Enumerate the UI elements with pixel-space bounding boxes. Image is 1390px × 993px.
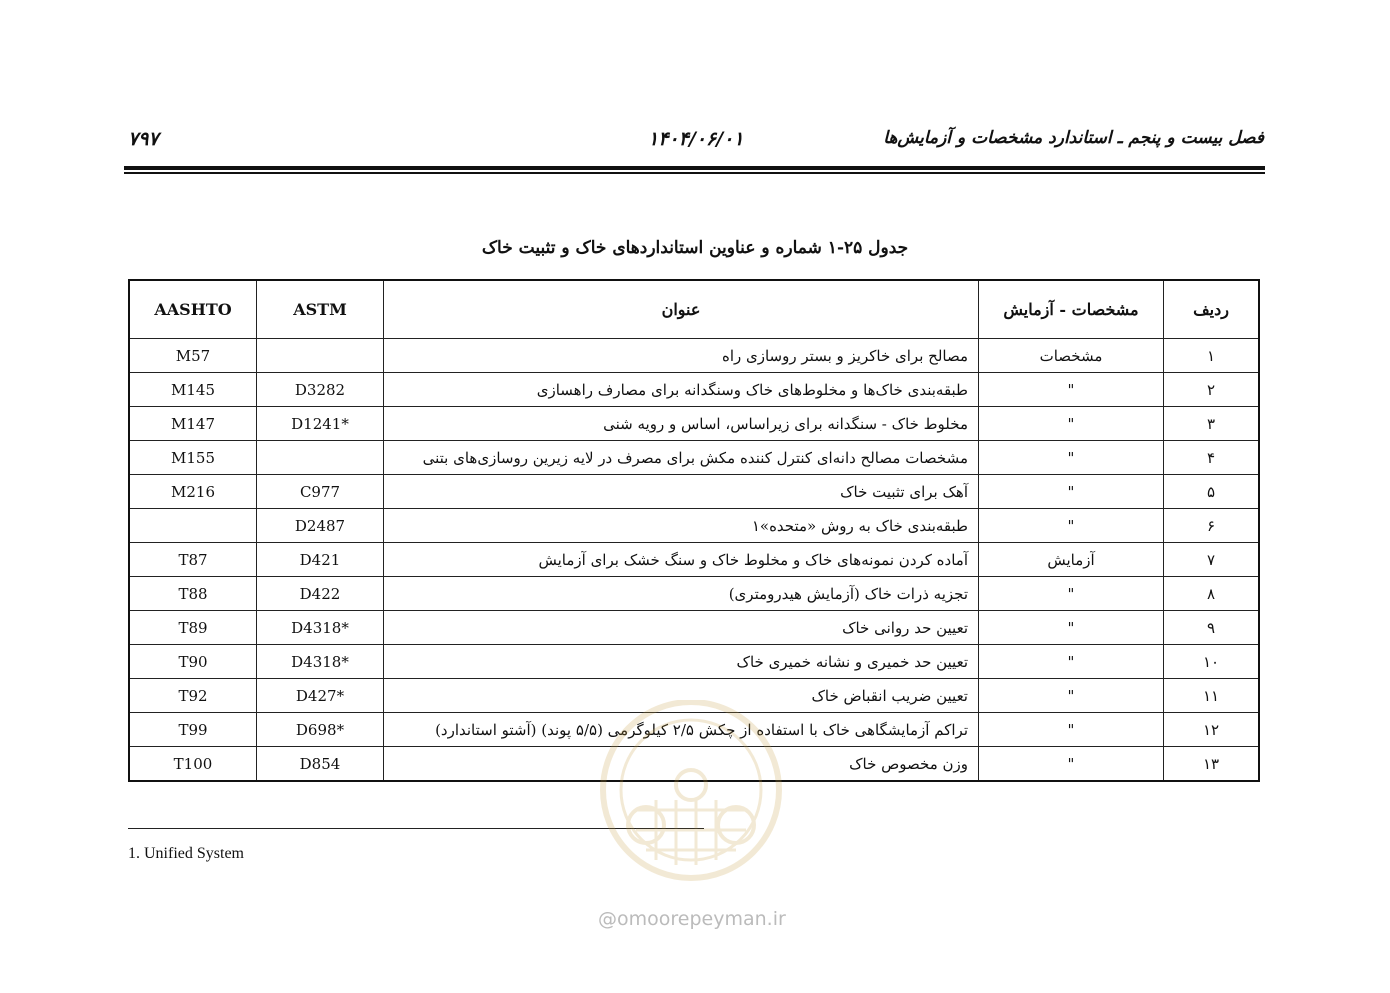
footnote-rule	[128, 828, 704, 829]
cell-title: تراکم آزمایشگاهی خاک با استفاده از چکش ۲/۵ کیلوگرمی (۵/۵ پوند) (آشتو استاندارد)	[384, 713, 979, 747]
cell-aashto: T92	[129, 679, 257, 713]
cell-row-number: ۱۲	[1164, 713, 1260, 747]
cell-astm: D4318*	[257, 645, 384, 679]
cell-aashto	[129, 509, 257, 543]
cell-spec: "	[979, 577, 1164, 611]
header-rule-thick	[124, 166, 1265, 170]
cell-spec: "	[979, 407, 1164, 441]
cell-spec: "	[979, 747, 1164, 782]
cell-astm: D421	[257, 543, 384, 577]
cell-astm	[257, 339, 384, 373]
cell-astm: D3282	[257, 373, 384, 407]
table-row	[129, 543, 1259, 577]
table-row	[129, 373, 1259, 407]
cell-astm: D854	[257, 747, 384, 782]
cell-row-number: ۹	[1164, 611, 1260, 645]
cell-row-number: ۸	[1164, 577, 1260, 611]
cell-spec: "	[979, 373, 1164, 407]
page-header	[128, 128, 1264, 156]
table-row	[129, 713, 1259, 747]
table-row	[129, 509, 1259, 543]
cell-aashto: T99	[129, 713, 257, 747]
table-row	[129, 611, 1259, 645]
chapter-title: فصل بیست و پنجم ـ استاندارد مشخصات و آزمایش‌ها	[883, 128, 1264, 148]
cell-title: مشخصات مصالح دانه‌ای کنترل کننده مکش برای مصرف در لایه زیرین روسازی‌های بتنی	[384, 441, 979, 475]
cell-row-number: ۱۰	[1164, 645, 1260, 679]
cell-astm: D427*	[257, 679, 384, 713]
cell-row-number: ۱	[1164, 339, 1260, 373]
cell-aashto: T87	[129, 543, 257, 577]
cell-spec: "	[979, 679, 1164, 713]
cell-spec: مشخصات	[979, 339, 1164, 373]
header-rule-thin	[124, 172, 1265, 174]
table-row	[129, 577, 1259, 611]
cell-row-number: ۵	[1164, 475, 1260, 509]
standards-table	[128, 279, 1260, 782]
cell-aashto: T89	[129, 611, 257, 645]
cell-astm: D4318*	[257, 611, 384, 645]
cell-spec: آزمایش	[979, 543, 1164, 577]
cell-aashto: M216	[129, 475, 257, 509]
cell-row-number: ۱۱	[1164, 679, 1260, 713]
cell-aashto: T88	[129, 577, 257, 611]
cell-aashto: T90	[129, 645, 257, 679]
cell-row-number: ۴	[1164, 441, 1260, 475]
watermark-text: @omoorepeyman.ir	[598, 908, 786, 930]
cell-spec: "	[979, 441, 1164, 475]
cell-title: تعیین ضریب انقباض خاک	[384, 679, 979, 713]
page-number: ۷۹۷	[128, 128, 159, 150]
cell-row-number: ۱۳	[1164, 747, 1260, 782]
cell-title: طبقه‌بندی خاک به روش «متحده»۱	[384, 509, 979, 543]
table-row	[129, 407, 1259, 441]
cell-aashto: M57	[129, 339, 257, 373]
table-title: جدول ۲۵-۱ شماره و عناوین استانداردهای خاک و تثبیت خاک	[481, 238, 909, 258]
cell-title: مصالح برای خاکریز و بستر روسازی راه	[384, 339, 979, 373]
table-row	[129, 747, 1259, 782]
cell-row-number: ۲	[1164, 373, 1260, 407]
cell-astm	[257, 441, 384, 475]
cell-title: آماده کردن نمونه‌های خاک و مخلوط خاک و سنگ خشک برای آزمایش	[384, 543, 979, 577]
cell-spec: "	[979, 611, 1164, 645]
header-spec: مشخصات - آزمایش	[979, 280, 1164, 339]
cell-astm: D2487	[257, 509, 384, 543]
header-row-number: ردیف	[1164, 280, 1260, 339]
table-row	[129, 475, 1259, 509]
cell-astm: D422	[257, 577, 384, 611]
header-title: عنوان	[384, 280, 979, 339]
cell-aashto: T100	[129, 747, 257, 782]
cell-title: تجزیه ذرات خاک (آزمایش هیدرومتری)	[384, 577, 979, 611]
cell-title: آهک برای تثبیت خاک	[384, 475, 979, 509]
cell-title: وزن مخصوص خاک	[384, 747, 979, 782]
table-row	[129, 441, 1259, 475]
cell-astm: D698*	[257, 713, 384, 747]
cell-title: طبقه‌بندی خاک‌ها و مخلوط‌های خاک وسنگدانه برای مصارف راهسازی	[384, 373, 979, 407]
table-row	[129, 679, 1259, 713]
cell-row-number: ۶	[1164, 509, 1260, 543]
cell-title: تعیین حد روانی خاک	[384, 611, 979, 645]
cell-aashto: M145	[129, 373, 257, 407]
table-header-row	[129, 280, 1259, 339]
header-astm: ASTM	[257, 280, 384, 339]
footnote: 1. Unified System	[128, 845, 244, 862]
cell-astm: C977	[257, 475, 384, 509]
cell-row-number: ۷	[1164, 543, 1260, 577]
header-aashto: AASHTO	[129, 280, 257, 339]
cell-title: مخلوط خاک - سنگدانه برای زیراساس، اساس و رویه شنی	[384, 407, 979, 441]
cell-title: تعیین حد خمیری و نشانه خمیری خاک	[384, 645, 979, 679]
cell-spec: "	[979, 475, 1164, 509]
table-row	[129, 645, 1259, 679]
cell-astm: D1241*	[257, 407, 384, 441]
cell-spec: "	[979, 645, 1164, 679]
cell-spec: "	[979, 509, 1164, 543]
cell-row-number: ۳	[1164, 407, 1260, 441]
cell-spec: "	[979, 713, 1164, 747]
page-date: ۱۴۰۴/۰۶/۰۱	[648, 128, 744, 150]
cell-aashto: M147	[129, 407, 257, 441]
table-row	[129, 339, 1259, 373]
cell-aashto: M155	[129, 441, 257, 475]
